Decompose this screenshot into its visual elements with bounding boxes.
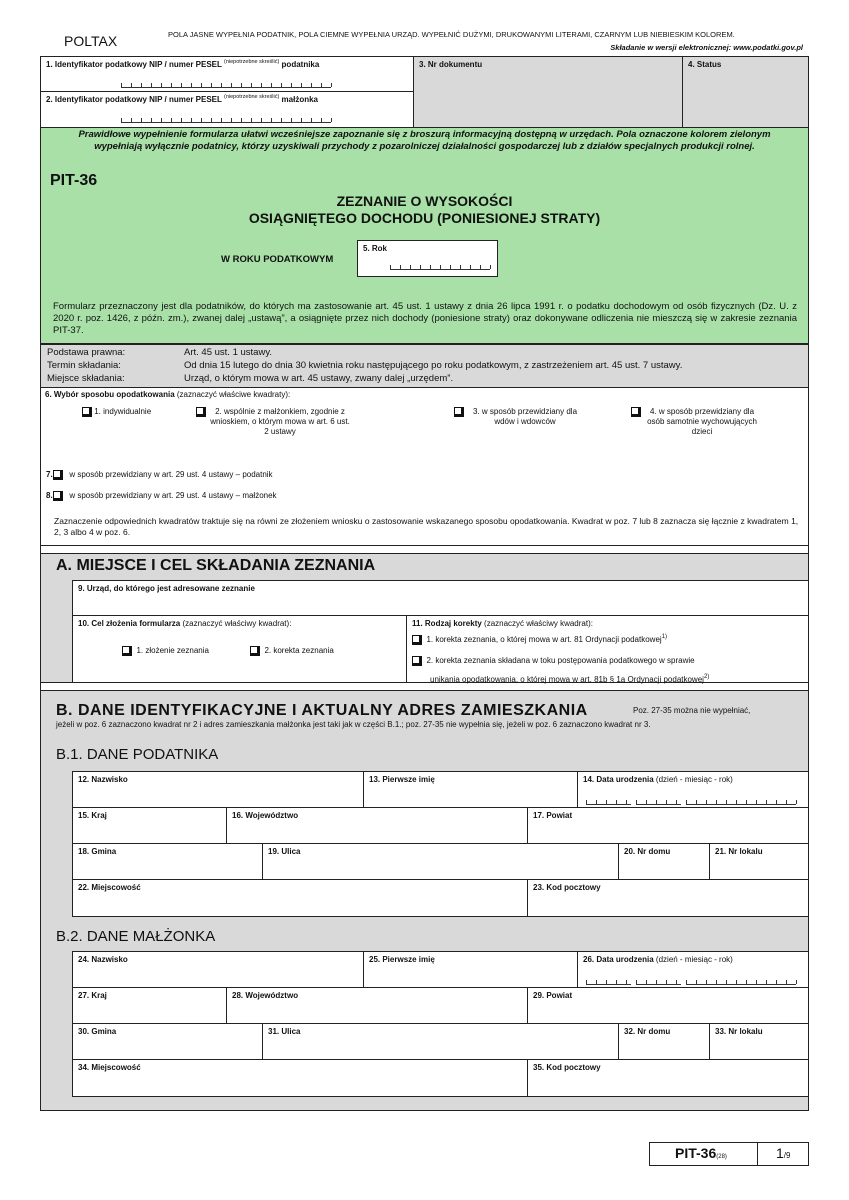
field-28-wojewodztwo[interactable]: 28. Województwo [226, 987, 528, 1024]
field-9-urzad[interactable]: 9. Urząd, do którego jest adresowane zeznanie [72, 580, 809, 616]
field-22-miejscowosc[interactable]: 22. Miejscowość [72, 879, 528, 917]
checkbox[interactable] [454, 407, 464, 417]
field-29-powiat[interactable]: 29. Powiat [527, 987, 809, 1024]
fill-instruction: POLA JASNE WYPEŁNIA PODATNIK, POLA CIEMNE WYPEŁNIA URZĄD. WYPEŁNIĆ DUŻYMI, DRUKOWANYMI LITERAMI, CZARNYM LUB NIEBIESKIM KOLOREM. [168, 30, 735, 39]
checkbox[interactable] [631, 407, 641, 417]
field-21-nr-lokalu[interactable]: 21. Nr lokalu [709, 843, 809, 880]
field-17-powiat[interactable]: 17. Powiat [527, 807, 809, 844]
legal-value: Urząd, o którym mowa w art. 45 ustawy, zwany dalej „urzędem”. [184, 373, 454, 384]
legal-value: Art. 45 ust. 1 ustawy. [184, 347, 273, 358]
checkbox[interactable] [250, 646, 260, 656]
electronic-filing-note: Składanie w wersji elektronicznej: www.podatki.gov.pl [610, 43, 803, 52]
field-16-wojewodztwo[interactable]: 16. Województwo [226, 807, 528, 844]
form-code: PIT-36 [50, 172, 98, 189]
field-18-gmina[interactable]: 18. Gmina [72, 843, 263, 880]
checkbox[interactable] [53, 470, 63, 480]
form-title-line1: ZEZNANIE O WYSOKOŚCI [336, 193, 513, 209]
field-32-nr-domu[interactable]: 32. Nr domu [618, 1023, 710, 1060]
brand: POLTAX [64, 33, 118, 49]
field-20-nr-domu[interactable]: 20. Nr domu [618, 843, 710, 880]
field-30-gmina[interactable]: 30. Gmina [72, 1023, 263, 1060]
field-26-data-urodzenia[interactable]: 26. Data urodzenia (dzień - miesiąc - rok) [577, 951, 809, 988]
field-2-nip-pesel-malzonka[interactable]: 2. Identyfikator podatkowy NIP / numer PESEL $^{(niepotrzebne skreślić)}$ małżonka [40, 91, 414, 128]
option-korekta-zeznania[interactable]: 2. korekta zeznania [250, 646, 334, 656]
field-31-ulica[interactable]: 31. Ulica [262, 1023, 619, 1060]
option-zlozenie-zeznania[interactable]: 1. złożenie zeznania [122, 646, 209, 656]
checkbox[interactable] [53, 491, 63, 501]
form-title-line2: OSIĄGNIĘTEGO DOCHODU (PONIESIONEJ STRATY) [248, 210, 601, 226]
checkbox[interactable] [412, 635, 422, 645]
section-6-label: 6. Wybór sposobu opodatkowania (zaznaczyć właściwe kwadraty): [45, 390, 291, 399]
option-korekta-art81b[interactable]: 2. korekta zeznania składana w toku postępowania podatkowego w sprawie [412, 656, 695, 666]
checkbox[interactable] [412, 656, 422, 666]
legal-row: Termin składania: [47, 360, 121, 371]
section-6-note: Zaznaczenie odpowiednich kwadratów traktuje się na równi ze złożeniem wniosku o zastosowanie wskazanego sposobu opodatkowania. Kwadrat w poz. 7 lub 8 zaznacza się łącznie z kwadratem 1, 2, 3 albo 4 w poz. 6. [54, 516, 799, 537]
section-b-note-inline: Poz. 27-35 można nie wypełniać, [633, 706, 751, 715]
field-3-nr-dokumentu: 3. Nr dokumentu [413, 56, 683, 128]
year-prefix: W ROKU PODATKOWYM [221, 254, 334, 265]
checkbox[interactable] [82, 407, 92, 417]
field-25-pierwsze-imie[interactable]: 25. Pierwsze imię [363, 951, 578, 988]
field-12-nazwisko[interactable]: 12. Nazwisko [72, 771, 364, 808]
field-14-data-urodzenia[interactable]: 14. Data urodzenia (dzień - miesiąc - rok) [577, 771, 809, 808]
intro-note: Prawidłowe wypełnienie formularza ułatwi wcześniejsze zapoznanie się z broszurą informacyjną dostępną w urzędach. Pola oznaczone kolorem zielonym wypełniają wyłącznie podatnicy, którzy uzyskiwali przychody z pozarolniczej działalności gospodarczej lub z działów specjalnych produkcji rolnej. [78, 129, 771, 152]
field-5-rok[interactable]: 5. Rok [357, 240, 498, 277]
field-15-kraj[interactable]: 15. Kraj [72, 807, 227, 844]
option-8-art29-malzonek[interactable]: 8. w sposób przewidziany w art. 29 ust. 4 ustawy – małżonek [46, 491, 277, 501]
option-samotnie-wychowujacy[interactable]: 4. w sposób przewidziany dla osób samotnie wychowujących dzieci [631, 407, 771, 437]
form-purpose: Formularz przeznaczony jest dla podatników, do których ma zastosowanie art. 45 ust. 1 ustawy z dnia 26 lipca 1991 r. o podatku dochodowym od osób fizycznych (Dz. U. z 2020 r. poz. 1426, z późn. zm.), zwanej dalej „ustawą”, a osiągnięte przez nich dochody (poniesione straty) oraz dokonywane odliczenia nie mieszczą się w zakresie zeznania PIT-37. [53, 301, 797, 336]
field-19-ulica[interactable]: 19. Ulica [262, 843, 619, 880]
option-wspolnie-z-malzonkiem[interactable]: 2. wspólnie z małżonkiem, zgodnie z wnioskiem, o którym mowa w art. 6 ust. 2 ustawy [196, 407, 356, 437]
field-34-miejscowosc[interactable]: 34. Miejscowość [72, 1059, 528, 1097]
legal-row: Podstawa prawna: [47, 347, 126, 358]
option-indywidualnie[interactable]: 1. indywidualnie [82, 407, 151, 417]
field-23-kod-pocztowy[interactable]: 23. Kod pocztowy [527, 879, 809, 917]
option-7-art29-podatnik[interactable]: 7. w sposób przewidziany w art. 29 ust. 4 ustawy – podatnik [46, 470, 273, 480]
checkbox[interactable] [196, 407, 206, 417]
field-27-kraj[interactable]: 27. Kraj [72, 987, 227, 1024]
page-number: 1/9 [776, 1145, 791, 1161]
section-b1-title: B.1. DANE PODATNIKA [56, 746, 219, 763]
field-35-kod-pocztowy[interactable]: 35. Kod pocztowy [527, 1059, 809, 1097]
option-dla-wdow-i-wdowcow[interactable]: 3. w sposób przewidziany dla wdów i wdowców [454, 407, 594, 427]
footer-form-code: PIT-36(28) [675, 1145, 727, 1161]
legal-value: Od dnia 15 lutego do dnia 30 kwietnia roku następującego po roku podatkowym, z zastrzeżeniem art. 45 ust. 7 ustawy. [184, 360, 683, 371]
section-b2-title: B.2. DANE MAŁŻONKA [56, 928, 216, 945]
field-1-nip-pesel-podatnika[interactable]: 1. Identyfikator podatkowy NIP / numer PESEL $^{(niepotrzebne skreślić)}$ podatnika [40, 56, 414, 92]
field-33-nr-lokalu[interactable]: 33. Nr lokalu [709, 1023, 809, 1060]
legal-row: Miejsce składania: [47, 373, 125, 384]
section-a-title: A. MIEJSCE I CEL SKŁADANIA ZEZNANIA [56, 557, 376, 574]
section-b-title: B. DANE IDENTYFIKACYJNE I AKTUALNY ADRES ZAMIESZKANIA [56, 702, 588, 719]
field-10-cel-zlozenia: 10. Cel złożenia formularza (zaznaczyć właściwy kwadrat): [72, 615, 407, 683]
option-korekta-art81b-cont: unikania opodatkowania, o której mowa w art. 81b § 1a Ordynacji podatkowej$^{2)}$ [430, 674, 710, 684]
section-b-note: jeżeli w poz. 6 zaznaczono kwadrat nr 2 i adres zamieszkania małżonka jest taki jak w części B.1.; poz. 27-35 nie wypełnia się, jeżeli w poz. 6 zaznaczono kwadrat nr 3. [56, 720, 651, 729]
field-11-rodzaj-korekty: 11. Rodzaj korekty (zaznaczyć właściwy kwadrat): [406, 615, 809, 683]
option-korekta-art81[interactable]: 1. korekta zeznania, o której mowa w art. 81 Ordynacji podatkowej$^{1)}$ [412, 632, 667, 645]
field-4-status: 4. Status [682, 56, 809, 128]
field-13-pierwsze-imie[interactable]: 13. Pierwsze imię [363, 771, 578, 808]
field-24-nazwisko[interactable]: 24. Nazwisko [72, 951, 364, 988]
checkbox[interactable] [122, 646, 132, 656]
